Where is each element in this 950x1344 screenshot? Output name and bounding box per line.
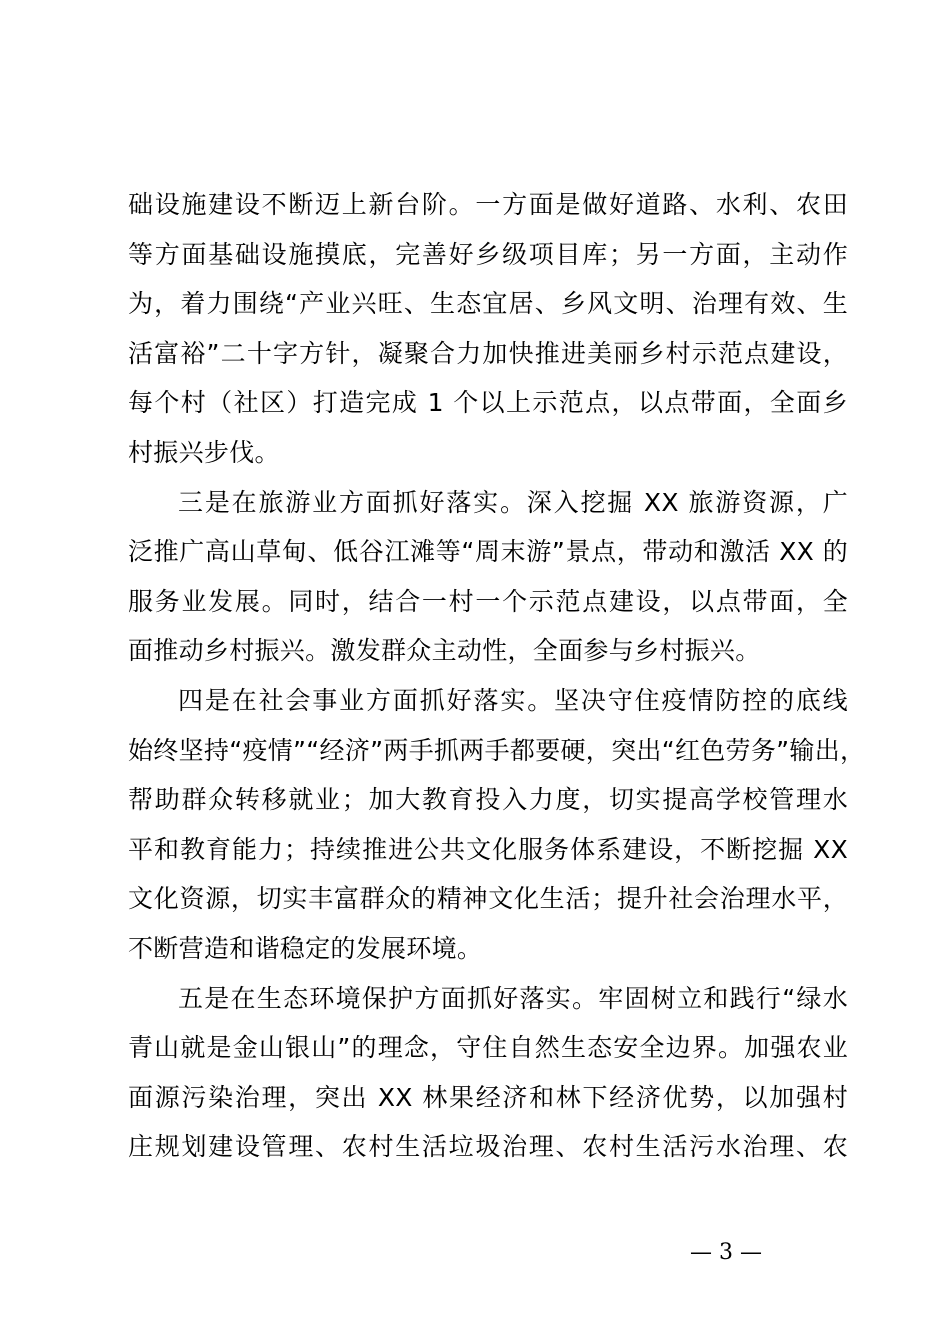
paragraph-ecology [128,974,848,1172]
text-line: 不断营造和谐稳定的发展环境。 [128,933,483,963]
text-line: 五是在生态环境保护方面抓好落实。牢固树立和践行“绿水 [178,983,848,1013]
text-line: 活富裕”二十字方针，凝聚合力加快推进美丽乡村示范点建设， [128,338,848,368]
text-line: 为，着力围绕“产业兴旺、生态宜居、乡风文明、治理有效、生 [128,289,848,319]
page-number: — 3 — [690,1240,762,1265]
text-line: 文化资源，切实丰富群众的精神文化生活；提升社会治理水平， [128,884,848,914]
text-line: 面源污染治理，突出 XX 林果经济和林下经济优势，以加强村 [128,1082,848,1112]
paragraph-social-affairs [128,676,866,974]
text-line: 服务业发展。同时，结合一村一个示范点建设，以点带面，全 [128,586,848,616]
text-line: 村振兴步伐。 [128,437,280,467]
text-line: 每个村（社区）打造完成 1 个以上示范点，以点带面，全面乡 [128,388,848,418]
text-line: 平和教育能力；持续推进公共文化服务体系建设，不断挖掘 XX [128,834,848,864]
text-line: 等方面基础设施摸底，完善好乡级项目库；另一方面，主动作 [128,239,848,269]
text-line: 帮助群众转移就业；加大教育投入力度，切实提高学校管理水 [128,785,848,815]
body-text [128,180,866,1172]
text-line: 三是在旅游业方面抓好落实。深入挖掘 XX 旅游资源，广 [178,487,848,517]
text-line: 面推动乡村振兴。激发群众主动性，全面参与乡村振兴。 [128,636,761,666]
text-line: 础设施建设不断迈上新台阶。一方面是做好道路、水利、农田 [128,190,848,219]
text-line: 四是在社会事业方面抓好落实。坚决守住疫情防控的底线 [178,685,848,715]
text-line: 泛推广高山草甸、低谷江滩等“周末游”景点，带动和激活 XX 的 [128,537,848,567]
text-line: 青山就是金山银山”的理念，守住自然生态安全边界。加强农业 [128,1033,848,1063]
text-line: 始终坚持“疫情”“经济”两手抓两手都要硬，突出“红色劳务”输出， [128,735,866,765]
paragraph-tourism [128,478,848,676]
text-line: 庄规划建设管理、农村生活垃圾治理、农村生活污水治理、农 [128,1132,848,1162]
paragraph-infrastructure [128,180,848,478]
